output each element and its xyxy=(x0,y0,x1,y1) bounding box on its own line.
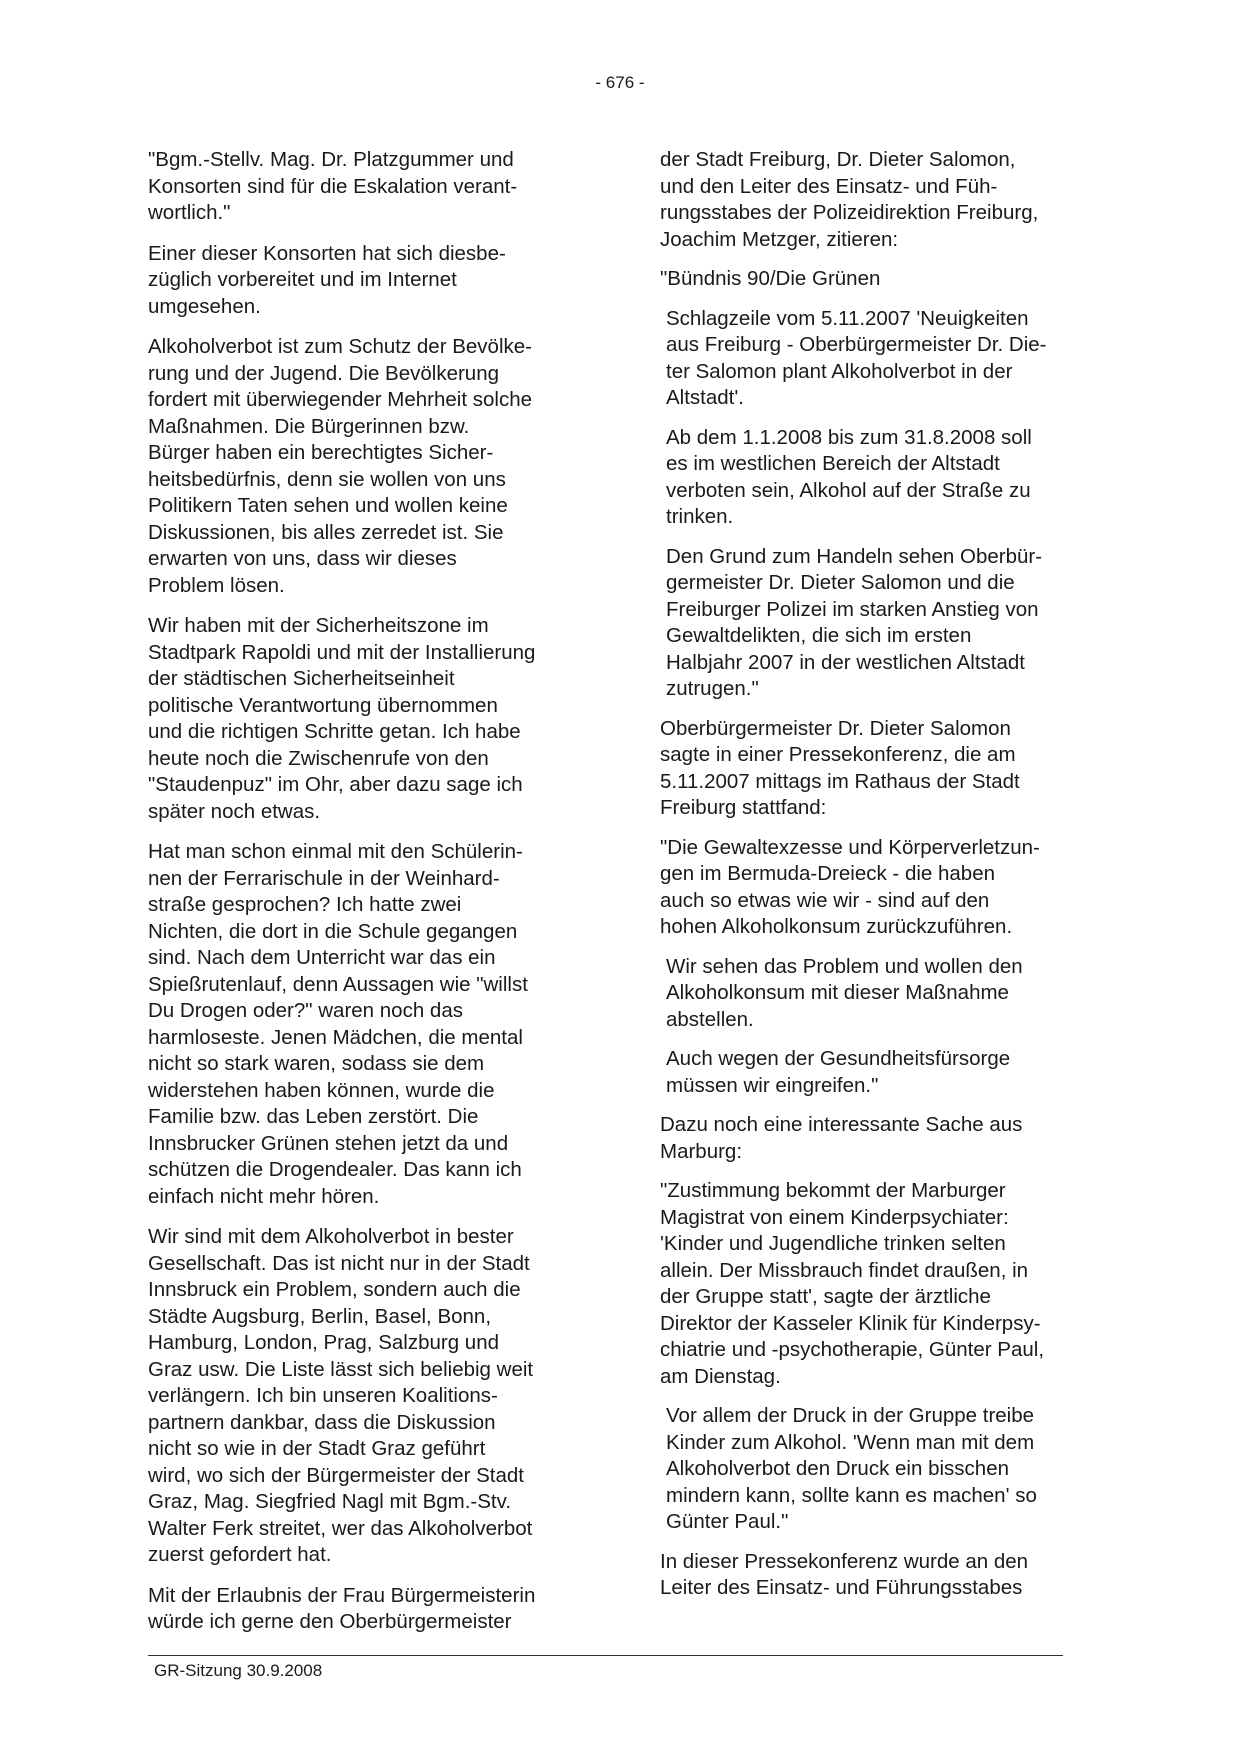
quote-paragraph: Den Grund zum Handeln sehen Oberbür- germeister Dr. Dieter Salomon und die Freiburger Polizei im starken Anstieg von Gewaltdelikten, die sich im ersten Halbjahr 2007 in der westlichen Altstadt zutrugen." xyxy=(666,544,1043,700)
quote-paragraph: Wir sehen das Problem und wollen den Alkoholkonsum mit dieser Maßnahme abstellen. xyxy=(666,954,1023,1031)
quote-opening: "Bündnis 90/Die Grünen xyxy=(660,267,881,290)
paragraph: Einer dieser Konsorten hat sich diesbe- züglich vorbereitet und im Internet umgesehen. xyxy=(148,241,506,318)
quote-paragraph: "Die Gewaltexzesse und Körperverletzun- gen im Bermuda-Dreieck - die haben auch so etwas wie wir - sind auf den hohen Alkoholkonsum zurückzuführen. xyxy=(660,835,1040,938)
paragraph: Alkoholverbot ist zum Schutz der Bevölke- rung und der Jugend. Die Bevölkerung fordert mit überwiegender Mehrheit solche Maßnahmen. Die Bürgerinnen bzw. Bürger haben ein berechtigtes Sicher- heitsbedürfnis, denn sie wollen von uns Politikern Taten sehen und wollen keine Diskussionen, bis alles zerredet ist. Sie erwarten von uns, dass wir dieses Problem lösen. xyxy=(148,335,532,597)
left-column xyxy=(148,147,592,1650)
footer-divider xyxy=(148,1655,1063,1656)
quote-paragraph: Auch wegen der Gesundheitsfürsorge müssen wir eingreifen." xyxy=(666,1047,1011,1097)
paragraph: In dieser Pressekonferenz wurde an den Leiter des Einsatz- und Führungsstabes xyxy=(660,1549,1029,1599)
quote-paragraph: "Zustimmung bekommt der Marburger Magistrat von einem Kinderpsychiater: 'Kinder und Jugendliche trinken selten allein. Der Missbrauch findet draußen, in der Gruppe statt', sagte der ärztliche Direktor der Kasseler Klinik für Kinderpsy- chiatrie und -psychotherapie, Günter Paul, am Dienstag. xyxy=(660,1179,1045,1388)
paragraph: Wir sind mit dem Alkoholverbot in bester Gesellschaft. Das ist nicht nur in der Stadt Innsbruck ein Problem, sondern auch die Städte Augsburg, Berlin, Basel, Bonn, Hamburg, London, Prag, Salzburg und Graz usw. Die Liste lässt sich beliebig weit verlängern. Ich bin unseren Koalitions- partnern dankbar, dass die Diskussion nicht so wie in der Stadt Graz geführt wird, wo sich der Bürgermeister der Stadt Graz, Mag. Siegfried Nagl mit Bgm.-Stv. Walter Ferk streitet, wer das Alkoholverbot zuerst gefordert hat. xyxy=(148,1225,534,1566)
page-number: - 676 - xyxy=(595,73,645,92)
paragraph: Dazu noch eine interessante Sache aus Marburg: xyxy=(660,1113,1023,1163)
paragraph: der Stadt Freiburg, Dr. Dieter Salomon, und den Leiter des Einsatz- und Füh- rungsstabes der Polizeidirektion Freiburg, Joachim Metzger, zitieren: xyxy=(660,148,1039,251)
quote-paragraph: Vor allem der Druck in der Gruppe treibe Kinder zum Alkohol. 'Wenn man mit dem Alkoholverbot den Druck ein bisschen mindern kann, sollte kann es machen' so Günter Paul." xyxy=(666,1404,1037,1533)
paragraph: Wir haben mit der Sicherheitszone im Stadtpark Rapoldi und mit der Installierung der städtischen Sicherheitseinheit politische Verantwortung übernommen und die richtigen Schritte getan. Ich habe heute noch die Zwischenrufe von den "Staudenpuz" im Ohr, aber dazu sage ich später noch etwas. xyxy=(148,614,536,823)
right-column xyxy=(660,147,1105,1615)
footer-session-label: GR-Sitzung 30.9.2008 xyxy=(154,1661,323,1680)
quote-paragraph: Ab dem 1.1.2008 bis zum 31.8.2008 soll es im westlichen Bereich der Altstadt verboten sein, Alkohol auf der Straße zu trinken. xyxy=(666,425,1032,528)
quote-paragraph: Schlagzeile vom 5.11.2007 'Neuigkeiten aus Freiburg - Oberbürgermeister Dr. Die- ter Salomon plant Alkoholverbot in der Altstadt'. xyxy=(666,306,1047,409)
paragraph: Mit der Erlaubnis der Frau Bürgermeisterin würde ich gerne den Oberbürgermeister xyxy=(148,1583,536,1633)
paragraph: Hat man schon einmal mit den Schülerin- nen der Ferrarischule in der Weinhard- straße gesprochen? Ich hatte zwei Nichten, die dort in die Schule gegangen sind. Nach dem Unterricht war das ein Spießrutenlauf, denn Aussagen wie "willst Du Drogen oder?" waren noch das harmloseste. Jenen Mädchen, die mental nicht so stark waren, sodass sie dem widerstehen haben können, wurde die Familie bzw. das Leben zerstört. Die Innsbrucker Grünen stehen jetzt da und schützen die Drogendealer. Das kann ich einfach nicht mehr hören. xyxy=(148,840,528,1208)
paragraph: Oberbürgermeister Dr. Dieter Salomon sagte in einer Pressekonferenz, die am 5.11.2007 mittags im Rathaus der Stadt Freiburg stattfand: xyxy=(660,716,1020,819)
paragraph: "Bgm.-Stellv. Mag. Dr. Platzgummer und Konsorten sind für die Eskalation verant- wortlich." xyxy=(148,148,518,224)
